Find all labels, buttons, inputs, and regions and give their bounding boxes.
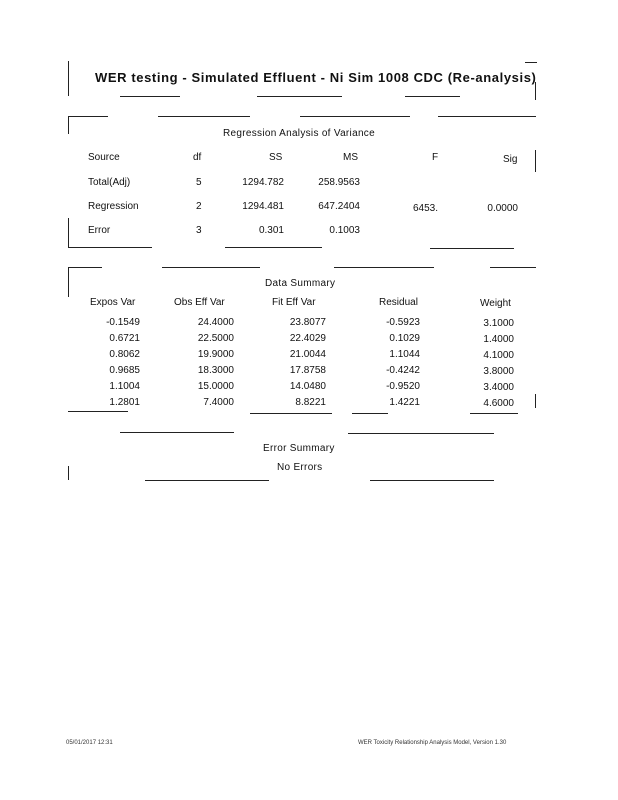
anova-box-bottom-segment xyxy=(68,247,152,248)
title-box-bottom-segment xyxy=(405,96,460,97)
anova-header-ms: MS xyxy=(343,152,358,163)
anova-box-left-border xyxy=(68,218,69,248)
data-cell-weight: 4.1000 xyxy=(483,350,514,361)
data-header-fit: Fit Eff Var xyxy=(272,297,316,308)
anova-box-top-segment xyxy=(158,116,250,117)
error-box-bottom-segment xyxy=(145,480,269,481)
title-box-top-segment xyxy=(525,62,537,63)
data-header-residual: Residual xyxy=(379,297,418,308)
anova-cell-sig: 0.0000 xyxy=(487,203,518,214)
anova-box-bottom-segment xyxy=(225,247,322,248)
error-summary-title: Error Summary xyxy=(263,443,335,454)
anova-cell-df: 5 xyxy=(196,177,202,188)
data-box-bottom-segment xyxy=(352,413,388,414)
data-cell-residual: -0.9520 xyxy=(386,381,420,392)
data-box-top-segment xyxy=(490,267,536,268)
footer-program-version: WER Toxicity Relationship Analysis Model, Version 1.30 xyxy=(358,740,507,746)
title-box-bottom-segment xyxy=(257,96,342,97)
data-cell-fit: 17.8758 xyxy=(289,365,326,376)
data-cell-expos: 1.2801 xyxy=(109,397,140,408)
anova-box-top-segment xyxy=(68,116,108,117)
data-cell-obs: 19.9000 xyxy=(197,349,234,360)
data-box-bottom-segment xyxy=(250,413,332,414)
data-header-obs: Obs Eff Var xyxy=(174,297,225,308)
data-cell-weight: 3.1000 xyxy=(483,318,514,329)
anova-cell-ms: 258.9563 xyxy=(318,177,360,188)
anova-header-f: F xyxy=(432,152,439,163)
data-cell-expos: -0.1549 xyxy=(106,317,140,328)
data-cell-obs: 24.4000 xyxy=(197,317,234,328)
anova-cell-ms: 0.1003 xyxy=(329,225,360,236)
data-box-bottom-segment xyxy=(470,413,518,414)
anova-cell-source: Total(Adj) xyxy=(88,177,131,188)
data-cell-fit: 23.8077 xyxy=(289,317,326,328)
anova-box-bottom-segment xyxy=(430,248,514,249)
anova-cell-source: Error xyxy=(88,225,111,236)
anova-cell-ss: 0.301 xyxy=(258,225,284,236)
anova-cell-ss: 1294.481 xyxy=(242,201,284,212)
title-box-left-border xyxy=(68,60,69,96)
anova-cell-f: 6453. xyxy=(412,203,438,214)
data-box-top-segment xyxy=(68,267,102,268)
data-box-top-segment xyxy=(334,267,434,268)
data-cell-obs: 15.0000 xyxy=(197,381,234,392)
anova-cell-ss: 1294.782 xyxy=(242,177,284,188)
error-box-bottom-segment xyxy=(370,480,494,481)
anova-title: Regression Analysis of Variance xyxy=(223,128,375,139)
anova-cell-source: Regression xyxy=(88,201,139,212)
data-header-expos: Expos Var xyxy=(90,297,136,308)
anova-box-top-segment xyxy=(438,116,536,117)
anova-header-ss: SS xyxy=(269,152,283,163)
data-header-weight: Weight xyxy=(480,298,511,309)
anova-box-right-border xyxy=(535,150,536,172)
data-cell-fit: 21.0044 xyxy=(289,349,326,360)
data-box-left-border xyxy=(68,267,69,297)
data-cell-expos: 0.6721 xyxy=(109,333,140,344)
anova-box-left-border xyxy=(68,116,69,134)
data-box-bottom-segment xyxy=(68,411,128,412)
title-box-bottom-segment xyxy=(120,96,180,97)
data-cell-weight: 3.4000 xyxy=(483,382,514,393)
data-cell-residual: -0.4242 xyxy=(386,365,420,376)
error-box-top-segment xyxy=(120,432,234,433)
data-cell-residual: -0.5923 xyxy=(386,317,420,328)
anova-header-sig: Sig xyxy=(503,154,518,165)
data-cell-weight: 4.6000 xyxy=(483,398,514,409)
data-cell-expos: 1.1004 xyxy=(109,381,140,392)
anova-header-df: df xyxy=(193,152,202,163)
anova-box-top-segment xyxy=(300,116,410,117)
footer-datetime: 05/01/2017 12:31 xyxy=(66,740,113,746)
error-summary-message: No Errors xyxy=(277,462,323,473)
data-cell-fit: 8.8221 xyxy=(295,397,326,408)
data-cell-weight: 1.4000 xyxy=(483,334,514,345)
data-cell-fit: 22.4029 xyxy=(289,333,326,344)
anova-cell-df: 2 xyxy=(196,201,202,212)
data-box-top-segment xyxy=(162,267,260,268)
data-cell-obs: 7.4000 xyxy=(203,397,234,408)
data-cell-obs: 18.3000 xyxy=(197,365,234,376)
data-cell-expos: 0.8062 xyxy=(109,349,140,360)
data-cell-fit: 14.0480 xyxy=(289,381,326,392)
data-box-right-border xyxy=(535,394,536,408)
error-box-top-segment xyxy=(348,433,494,434)
data-cell-weight: 3.8000 xyxy=(483,366,514,377)
report-title: WER testing - Simulated Effluent - Ni Sim 1008 CDC (Re-analysis) xyxy=(95,70,537,85)
anova-cell-df: 3 xyxy=(196,225,202,236)
data-cell-residual: 1.1044 xyxy=(389,349,420,360)
anova-header-source: Source xyxy=(88,152,120,163)
anova-cell-ms: 647.2404 xyxy=(318,201,360,212)
data-cell-residual: 1.4221 xyxy=(389,397,420,408)
data-summary-title: Data Summary xyxy=(265,278,336,289)
data-cell-expos: 0.9685 xyxy=(109,365,140,376)
data-cell-obs: 22.5000 xyxy=(197,333,234,344)
data-cell-residual: 0.1029 xyxy=(389,333,420,344)
error-box-left-border xyxy=(68,466,69,480)
